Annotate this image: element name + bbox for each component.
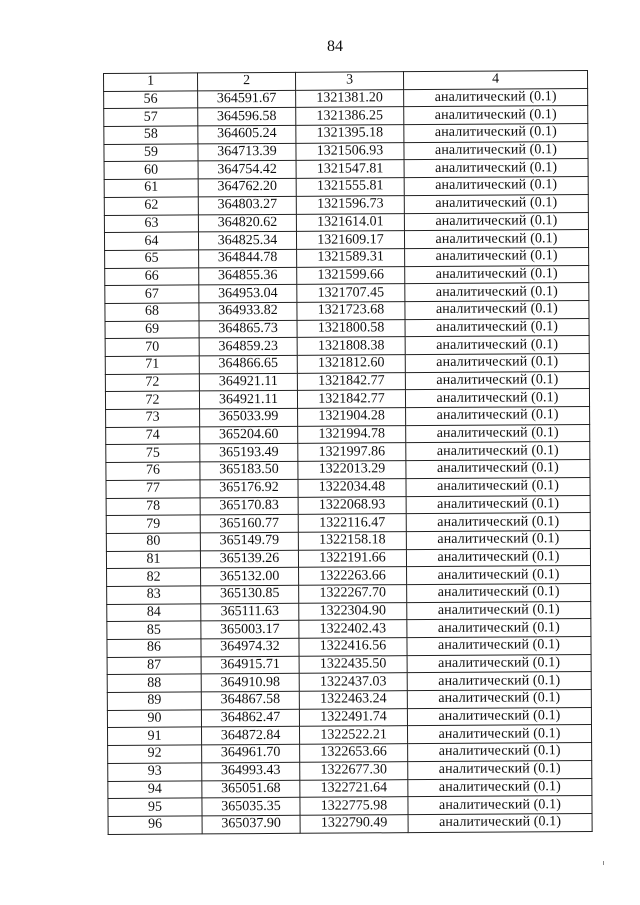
x-coordinate-cell: 365130.85	[201, 585, 299, 603]
y-coordinate-cell: 1322034.48	[298, 478, 406, 496]
x-coordinate-cell: 364803.27	[198, 196, 296, 214]
y-coordinate-cell: 1322116.47	[298, 514, 406, 532]
x-coordinate-cell: 364953.04	[199, 285, 297, 303]
method-cell: аналитический (0.1)	[404, 141, 588, 160]
y-coordinate-cell: 1322790.49	[300, 815, 408, 833]
point-number-cell: 91	[108, 727, 202, 745]
method-cell: аналитический (0.1)	[407, 672, 591, 691]
method-cell: аналитический (0.1)	[407, 707, 591, 726]
x-coordinate-cell: 364844.78	[199, 249, 297, 267]
point-number-cell: 82	[107, 568, 201, 586]
method-cell: аналитический (0.1)	[406, 460, 590, 479]
method-cell: аналитический (0.1)	[408, 760, 592, 779]
y-coordinate-cell: 1321994.78	[298, 425, 406, 443]
y-coordinate-cell: 1322402.43	[299, 620, 407, 638]
point-number-cell: 69	[105, 321, 199, 339]
x-coordinate-cell: 364867.58	[201, 691, 299, 709]
x-coordinate-cell: 364591.67	[198, 90, 296, 108]
point-number-cell: 93	[108, 763, 202, 781]
x-coordinate-cell: 364762.20	[198, 178, 296, 196]
y-coordinate-cell: 1322263.66	[299, 567, 407, 585]
method-cell: аналитический (0.1)	[404, 194, 588, 213]
method-cell: аналитический (0.1)	[404, 159, 588, 178]
x-coordinate-cell: 364865.73	[199, 320, 297, 338]
point-number-cell: 81	[106, 550, 200, 568]
x-coordinate-cell: 365003.17	[201, 621, 299, 639]
method-cell: аналитический (0.1)	[404, 230, 588, 249]
x-coordinate-cell: 364921.11	[199, 373, 297, 391]
point-number-cell: 96	[108, 816, 202, 834]
x-coordinate-cell: 365139.26	[200, 550, 298, 568]
method-cell: аналитический (0.1)	[405, 389, 589, 408]
column-header-1: 1	[104, 73, 198, 91]
x-coordinate-cell: 365149.79	[200, 532, 298, 550]
table-body	[104, 88, 593, 834]
x-coordinate-cell: 364933.82	[199, 302, 297, 320]
method-cell: аналитический (0.1)	[407, 619, 591, 638]
point-number-cell: 80	[106, 533, 200, 551]
y-coordinate-cell: 1322677.30	[300, 761, 408, 779]
method-cell: аналитический (0.1)	[407, 654, 591, 673]
table-row	[108, 813, 592, 834]
method-cell: аналитический (0.1)	[408, 778, 592, 797]
point-number-cell: 59	[104, 144, 198, 162]
y-coordinate-cell: 1322304.90	[299, 602, 407, 620]
method-cell: аналитический (0.1)	[406, 477, 590, 496]
method-cell: аналитический (0.1)	[406, 424, 590, 443]
x-coordinate-cell: 365183.50	[200, 461, 298, 479]
point-number-cell: 72	[105, 374, 199, 392]
x-coordinate-cell: 364605.24	[198, 125, 296, 143]
point-number-cell: 74	[106, 427, 200, 445]
point-number-cell: 67	[105, 285, 199, 303]
y-coordinate-cell: 1322158.18	[298, 532, 406, 550]
method-cell: аналитический (0.1)	[406, 407, 590, 426]
x-coordinate-cell: 364866.65	[199, 355, 297, 373]
point-number-cell: 72	[105, 391, 199, 409]
x-coordinate-cell: 365037.90	[202, 815, 300, 833]
x-coordinate-cell: 364993.43	[202, 762, 300, 780]
x-coordinate-cell: 364921.11	[199, 391, 297, 409]
point-number-cell: 95	[108, 798, 202, 816]
x-coordinate-cell: 365176.92	[200, 479, 298, 497]
method-cell: аналитический (0.1)	[407, 637, 591, 656]
y-coordinate-cell: 1322416.56	[299, 638, 407, 656]
point-number-cell: 87	[107, 657, 201, 675]
point-number-cell: 68	[105, 303, 199, 321]
page-number: 84	[327, 38, 343, 55]
y-coordinate-cell: 1321842.77	[297, 390, 405, 408]
point-number-cell: 66	[105, 267, 199, 285]
y-coordinate-cell: 1321506.93	[296, 142, 404, 160]
method-cell: аналитический (0.1)	[407, 583, 591, 602]
method-cell: аналитический (0.1)	[406, 530, 590, 549]
point-number-cell: 84	[107, 604, 201, 622]
x-coordinate-cell: 365051.68	[202, 780, 300, 798]
y-coordinate-cell: 1321997.86	[298, 443, 406, 461]
y-coordinate-cell: 1321555.81	[296, 178, 404, 196]
point-number-cell: 94	[108, 780, 202, 798]
method-cell: аналитический (0.1)	[405, 336, 589, 355]
method-cell: аналитический (0.1)	[405, 265, 589, 284]
x-coordinate-cell: 365132.00	[201, 568, 299, 586]
point-number-cell: 58	[104, 126, 198, 144]
point-number-cell: 92	[108, 745, 202, 763]
coordinates-table	[103, 70, 593, 835]
x-coordinate-cell: 364974.32	[201, 638, 299, 656]
point-number-cell: 65	[105, 250, 199, 268]
x-coordinate-cell: 364910.98	[201, 674, 299, 692]
x-coordinate-cell: 365035.35	[202, 797, 300, 815]
x-coordinate-cell: 364825.34	[198, 232, 296, 250]
y-coordinate-cell: 1322653.66	[300, 744, 408, 762]
method-cell: аналитический (0.1)	[405, 300, 589, 319]
point-number-cell: 71	[105, 356, 199, 374]
method-cell: аналитический (0.1)	[404, 106, 588, 125]
y-coordinate-cell: 1322437.03	[299, 673, 407, 691]
method-cell: аналитический (0.1)	[404, 124, 588, 143]
point-number-cell: 78	[106, 497, 200, 515]
method-cell: аналитический (0.1)	[406, 548, 590, 567]
x-coordinate-cell: 365160.77	[200, 515, 298, 533]
point-number-cell: 89	[107, 692, 201, 710]
x-coordinate-cell: 364859.23	[199, 338, 297, 356]
y-coordinate-cell: 1321381.20	[296, 89, 404, 107]
column-header-2: 2	[198, 72, 296, 90]
point-number-cell: 76	[106, 462, 200, 480]
point-number-cell: 61	[104, 179, 198, 197]
x-coordinate-cell: 364754.42	[198, 161, 296, 179]
x-coordinate-cell: 365204.60	[200, 426, 298, 444]
method-cell: аналитический (0.1)	[408, 813, 592, 832]
method-cell: аналитический (0.1)	[406, 442, 590, 461]
x-coordinate-cell: 364961.70	[202, 744, 300, 762]
y-coordinate-cell: 1322721.64	[300, 779, 408, 797]
method-cell: аналитический (0.1)	[404, 88, 588, 107]
point-number-cell: 70	[105, 338, 199, 356]
scan-mark	[603, 861, 604, 865]
x-coordinate-cell: 364872.84	[201, 727, 299, 745]
y-coordinate-cell: 1322491.74	[299, 708, 407, 726]
method-cell: аналитический (0.1)	[404, 212, 588, 231]
y-coordinate-cell: 1321707.45	[297, 284, 405, 302]
point-number-cell: 60	[104, 161, 198, 179]
x-coordinate-cell: 364820.62	[198, 214, 296, 232]
y-coordinate-cell: 1321589.31	[297, 249, 405, 267]
y-coordinate-cell: 1321842.77	[297, 372, 405, 390]
point-number-cell: 57	[104, 108, 198, 126]
method-cell: аналитический (0.1)	[404, 177, 588, 196]
x-coordinate-cell: 364855.36	[199, 267, 297, 285]
method-cell: аналитический (0.1)	[407, 566, 591, 585]
point-number-cell: 64	[104, 232, 198, 250]
method-cell: аналитический (0.1)	[408, 743, 592, 762]
x-coordinate-cell: 365111.63	[201, 603, 299, 621]
method-cell: аналитический (0.1)	[407, 690, 591, 709]
point-number-cell: 77	[106, 480, 200, 498]
y-coordinate-cell: 1321547.81	[296, 160, 404, 178]
x-coordinate-cell: 364713.39	[198, 143, 296, 161]
y-coordinate-cell: 1321800.58	[297, 319, 405, 337]
y-coordinate-cell: 1321808.38	[297, 337, 405, 355]
method-cell: аналитический (0.1)	[406, 513, 590, 532]
x-coordinate-cell: 365033.99	[200, 408, 298, 426]
point-number-cell: 79	[106, 515, 200, 533]
method-cell: аналитический (0.1)	[405, 247, 589, 266]
y-coordinate-cell: 1321599.66	[297, 266, 405, 284]
y-coordinate-cell: 1322522.21	[299, 726, 407, 744]
point-number-cell: 73	[106, 409, 200, 427]
method-cell: аналитический (0.1)	[407, 725, 591, 744]
y-coordinate-cell: 1321812.60	[297, 355, 405, 373]
y-coordinate-cell: 1321596.73	[296, 195, 404, 213]
point-number-cell: 62	[104, 197, 198, 215]
point-number-cell: 86	[107, 639, 201, 657]
method-cell: аналитический (0.1)	[405, 318, 589, 337]
method-cell: аналитический (0.1)	[408, 796, 592, 815]
y-coordinate-cell: 1322068.93	[298, 496, 406, 514]
method-cell: аналитический (0.1)	[406, 495, 590, 514]
y-coordinate-cell: 1321614.01	[296, 213, 404, 231]
y-coordinate-cell: 1321904.28	[298, 408, 406, 426]
point-number-cell: 75	[106, 444, 200, 462]
y-coordinate-cell: 1321609.17	[296, 231, 404, 249]
x-coordinate-cell: 364596.58	[198, 108, 296, 126]
y-coordinate-cell: 1322435.50	[299, 655, 407, 673]
point-number-cell: 85	[107, 621, 201, 639]
y-coordinate-cell: 1321386.25	[296, 107, 404, 125]
y-coordinate-cell: 1322463.24	[299, 691, 407, 709]
x-coordinate-cell: 364915.71	[201, 656, 299, 674]
y-coordinate-cell: 1321723.68	[297, 302, 405, 320]
point-number-cell: 88	[107, 674, 201, 692]
y-coordinate-cell: 1322191.66	[298, 549, 406, 567]
method-cell: аналитический (0.1)	[405, 283, 589, 302]
y-coordinate-cell: 1322013.29	[298, 461, 406, 479]
x-coordinate-cell: 364862.47	[201, 709, 299, 727]
y-coordinate-cell: 1321395.18	[296, 125, 404, 143]
x-coordinate-cell: 365193.49	[200, 444, 298, 462]
point-number-cell: 83	[107, 586, 201, 604]
point-number-cell: 63	[104, 214, 198, 232]
point-number-cell: 56	[104, 91, 198, 109]
column-header-3: 3	[295, 72, 403, 90]
method-cell: аналитический (0.1)	[405, 371, 589, 390]
y-coordinate-cell: 1322267.70	[299, 585, 407, 603]
point-number-cell: 90	[107, 710, 201, 728]
y-coordinate-cell: 1322775.98	[300, 797, 408, 815]
x-coordinate-cell: 365170.83	[200, 497, 298, 515]
column-header-4: 4	[403, 71, 587, 90]
method-cell: аналитический (0.1)	[405, 354, 589, 373]
method-cell: аналитический (0.1)	[407, 601, 591, 620]
